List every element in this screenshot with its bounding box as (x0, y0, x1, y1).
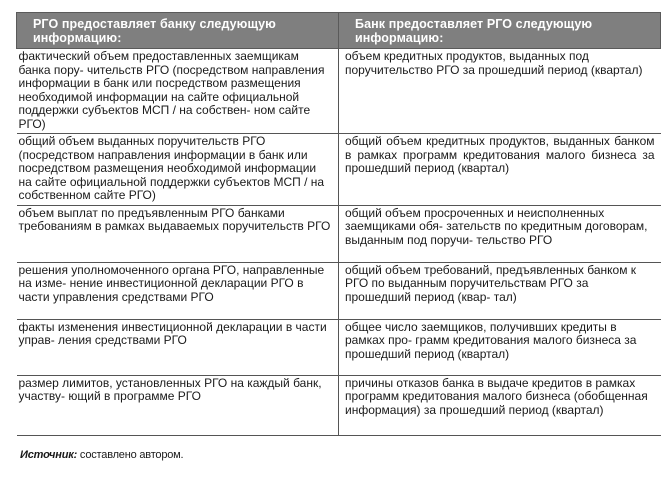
cell-rgo-info: решения уполномоченного органа РГО, направленные на изме- нение инвестиционной декларации РГО в части управления средствами РГО (17, 262, 339, 319)
source-text: составлено автором. (77, 449, 184, 461)
cell-rgo-info: размер лимитов, установленных РГО на каждый банк, участву- ющий в программе РГО (17, 375, 339, 435)
cell-bank-info: причины отказов банка в выдаче кредитов в рамках программ кредитования малого бизнеса (обобщенная информация) за прошедший период (квартал) (339, 375, 661, 435)
cell-rgo-info: общий объем выданных поручительств РГО (посредством направления информации в банк или посредством размещения необходимой информации на сайте официальной поддержки субъектов МСП / на собственном сайте РГО) (17, 134, 339, 206)
table-row (17, 375, 661, 435)
info-exchange-table (16, 12, 661, 436)
source-label: Источник: (20, 449, 78, 461)
header-rgo-to-bank: РГО предоставляет банку следующую информацию: (17, 13, 339, 49)
cell-bank-info: общий объем кредитных продуктов, выданных банком в рамках программ кредитования малого бизнеса за прошедший период (квартал) (339, 134, 661, 206)
table-row (17, 319, 661, 375)
cell-bank-info: общий объем просроченных и неисполненных заемщиками обя- зательств по кредитным договорам, выданным под поручи- тельство РГО (339, 205, 661, 262)
cell-bank-info: общий объем требований, предъявленных банком к РГО по выданным поручительствам РГО за прошедший период (квар- тал) (339, 262, 661, 319)
cell-bank-info: общее число заемщиков, получивших кредиты в рамках про- грамм кредитования малого бизнеса за прошедший период (квартал) (339, 319, 661, 375)
cell-rgo-info: объем выплат по предъявленным РГО банками требованиям в рамках выдаваемых поручительств РГО (17, 205, 339, 262)
table-row (17, 49, 661, 134)
table-row (17, 262, 661, 319)
table-row (17, 205, 661, 262)
cell-bank-info: объем кредитных продуктов, выданных под поручительство РГО за прошедший период (квартал) (339, 49, 661, 134)
header-bank-to-rgo: Банк предоставляет РГО следующую информацию: (339, 13, 661, 49)
cell-rgo-info: факты изменения инвестиционной декларации в части управ- ления средствами РГО (17, 319, 339, 375)
source-note (20, 449, 183, 462)
table-row (17, 134, 661, 206)
table-header-row (17, 13, 661, 49)
cell-rgo-info: фактический объем предоставленных заемщикам банка пору- чительств РГО (посредством направления информации в банк или посредством размещения необходимой информации на сайте официальной поддержки субъектов МСП / на собствен- ном сайте РГО) (17, 49, 339, 134)
